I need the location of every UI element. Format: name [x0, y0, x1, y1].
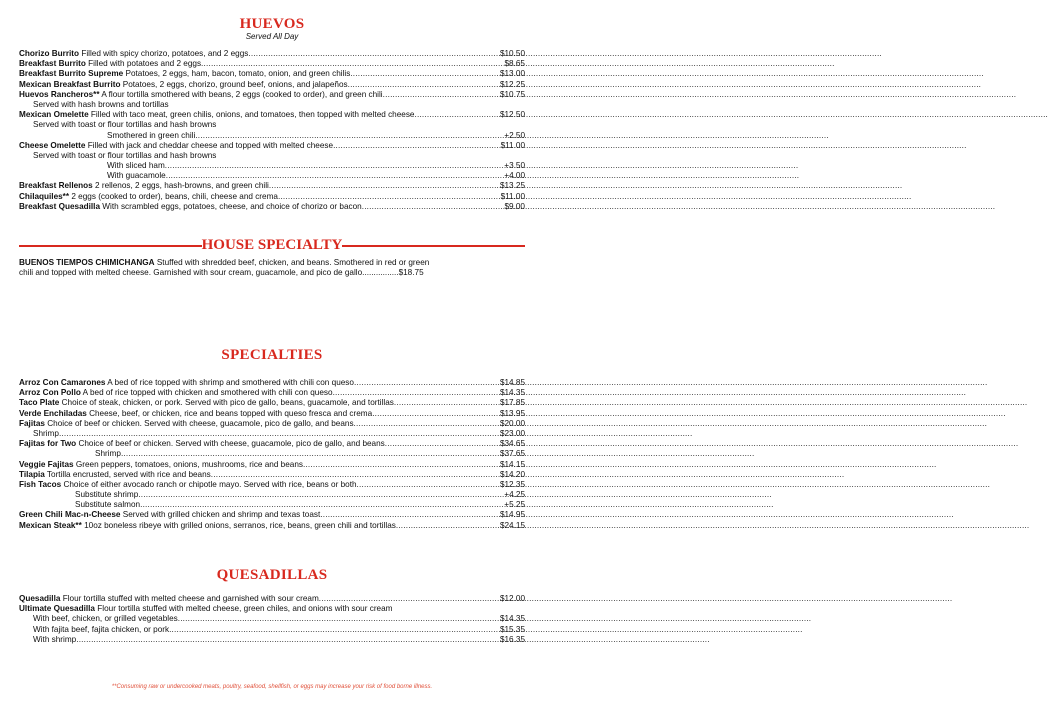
menu-item-row: [19, 151, 525, 161]
menu-item-row: [19, 80, 525, 90]
item-price: $24.15: [499, 520, 525, 530]
item-text: [19, 460, 303, 470]
item-name: Arroz Con Pollo: [19, 388, 81, 398]
item-text: [19, 49, 248, 59]
quesadillas-list: [19, 594, 525, 645]
dot-leader: [121, 449, 500, 459]
dot-leader: [303, 460, 500, 470]
dot-leader: [278, 192, 501, 202]
item-price: $13.25: [499, 181, 525, 191]
section-subtitle-huevos: Served All Day: [245, 32, 299, 41]
item-price: $17.85: [499, 398, 525, 408]
item-price: $10.50: [499, 49, 525, 58]
menu-item-row: [19, 202, 525, 212]
menu-item-row: [19, 181, 525, 191]
item-price: $18.75: [398, 268, 424, 278]
item-text: [19, 110, 415, 120]
dot-leader: [166, 171, 505, 181]
item-description: chili and topped with melted cheese. Garnished with sour cream, guacamole, and pico de gallo: [19, 268, 363, 278]
menu-item-row: [19, 490, 525, 500]
menu-item-row: [19, 131, 525, 141]
menu-item-row: [19, 90, 525, 100]
item-description: Cheese, beef, or chicken, rice and beans topped with queso fresca and crema: [86, 408, 373, 418]
menu-item-row: [19, 110, 525, 120]
item-text: [19, 388, 333, 398]
menu-item-row: [19, 429, 525, 439]
item-description: A bed of rice topped with shrimp and smothered with chili con queso: [105, 378, 354, 387]
item-text: [19, 69, 350, 79]
item-price: $16.35: [499, 634, 525, 644]
menu-item-row: [19, 141, 525, 151]
item-name: Verde Enchiladas: [19, 408, 87, 418]
item-text: [19, 378, 354, 388]
menu-item-row: [19, 521, 525, 531]
item-description: Tortilla encrusted, served with rice and beans: [44, 469, 211, 479]
item-name: Breakfast Burrito: [19, 59, 86, 69]
dot-leader: [165, 161, 504, 171]
item-description: 2 eggs (cooked to order), beans, chili, cheese and crema: [69, 191, 278, 201]
item-text: [19, 409, 372, 419]
menu-item-row: [19, 388, 525, 398]
item-price: $12.50: [499, 110, 525, 120]
menu-item-row: [19, 625, 525, 635]
dot-leader: [354, 378, 500, 388]
item-price: $12.35: [499, 479, 525, 489]
item-price: +5.25: [504, 500, 525, 510]
dot-leader: [178, 614, 500, 624]
item-text: [19, 439, 385, 449]
item-option: Smothered in green chili: [107, 130, 196, 140]
item-price: $12.25: [499, 79, 525, 89]
item-option: Substitute shrimp: [75, 490, 139, 500]
item-name: Veggie Fajitas: [19, 459, 74, 469]
item-description: Green peppers, tomatoes, onions, mushrooms, rice and beans: [73, 459, 303, 469]
item-name: Breakfast Burrito Supreme: [19, 69, 124, 79]
menu-item-row: [19, 500, 525, 510]
dot-leader: [195, 131, 504, 141]
item-text: [19, 470, 211, 480]
item-text: [19, 510, 320, 520]
section-title-specialties: SPECIALTIES: [221, 347, 323, 363]
menu-item-row: [19, 161, 525, 171]
menu-item-row: [19, 594, 525, 604]
item-text: [19, 480, 357, 490]
item-price: $14.95: [499, 510, 525, 520]
item-name: Mexican Steak**: [19, 520, 82, 530]
item-name: Green Chili Mac-n-Cheese: [19, 510, 121, 520]
item-option: With sliced ham: [107, 161, 165, 171]
menu-item-row: [19, 470, 525, 480]
menu-item-row: [19, 419, 525, 429]
item-price: $14.35: [499, 388, 525, 398]
dot-leader: [140, 500, 504, 510]
dot-leader: [333, 141, 501, 151]
menu-item-row: [19, 635, 525, 645]
item-price: $11.00: [500, 140, 525, 150]
menu-item-row: [19, 449, 525, 459]
dot-leader: [354, 419, 500, 429]
title-rule-left: [19, 245, 202, 247]
item-description: Filled with potatoes and 2 eggs: [85, 59, 202, 69]
item-price: +2.50: [504, 130, 525, 140]
menu-item-row: [19, 378, 525, 388]
menu-item-row: [19, 604, 525, 614]
menu-item-row: [19, 69, 525, 79]
item-name: Fajitas for Two: [19, 439, 77, 449]
item-option: Shrimp: [33, 428, 59, 438]
item-description: Choice of beef or chicken. Served with cheese, guacamole, pico de gallo, and beans: [44, 418, 354, 428]
item-name: Mexican Omelette: [19, 110, 89, 120]
item-name: Fish Tacos: [19, 479, 62, 489]
menu-item-row: [19, 480, 525, 490]
item-option: Substitute salmon: [75, 500, 141, 510]
item-description: 10oz boneless ribeye with grilled onions, serranos, rice, beans, green chili and tortillas: [81, 520, 396, 530]
item-price: $14.20: [499, 469, 525, 479]
item-price: $10.75: [499, 89, 525, 99]
item-description: Choice of steak, chicken, or pork. Served with pico de gallo, beans, guacamole, and tortillas: [59, 398, 394, 408]
section-title-house: HOUSE SPECIALTY: [201, 237, 343, 253]
dot-leader: [320, 510, 500, 520]
dot-leader: [248, 49, 500, 59]
item-price: $14.35: [499, 614, 525, 624]
item-description: 2 rellenos, 2 eggs, hash-browns, and green chili: [92, 181, 269, 191]
item-name: Tilapia: [19, 469, 45, 479]
item-description: A flour tortilla smothered with beans, 2 eggs (cooked to order), and green chili: [99, 89, 383, 99]
item-price: $12.00: [499, 594, 525, 603]
menu-item-row: [19, 614, 525, 624]
dot-leader: [415, 110, 500, 120]
item-option: With beef, chicken, or grilled vegetables: [33, 614, 178, 624]
item-option: With guacamole: [107, 171, 166, 181]
item-name: Fajitas: [19, 418, 45, 428]
item-option: Served with toast or flour tortillas and hash browns: [33, 150, 217, 160]
item-price: $9.00: [504, 201, 525, 211]
item-description: Potatoes, 2 eggs, ham, bacon, tomato, onion, and green chilis: [123, 69, 351, 79]
item-text: [19, 419, 354, 429]
item-name: Huevos Rancheros**: [19, 89, 100, 99]
dot-leader: [372, 409, 500, 419]
item-text: [19, 594, 319, 604]
item-price: $15.35: [499, 624, 525, 634]
item-price: +4.25: [504, 490, 525, 500]
item-option: Served with hash browns and tortillas: [33, 99, 169, 109]
item-name: Mexican Breakfast Burrito: [19, 79, 121, 89]
item-price: $37.65: [499, 449, 525, 459]
dot-leader: [211, 470, 500, 480]
item-text: [19, 398, 394, 408]
dot-leader: [319, 594, 500, 604]
item-price: $13.95: [499, 408, 525, 418]
dot-leader: [76, 635, 500, 645]
dot-leader: [269, 181, 500, 191]
item-name: Arroz Con Camarones: [19, 378, 106, 387]
menu-item-row: [19, 460, 525, 470]
item-price: $23.00: [499, 428, 525, 438]
item-name: Breakfast Rellenos: [19, 181, 93, 191]
item-price: $20.00: [499, 418, 525, 428]
dot-leader: [385, 439, 500, 449]
menu-item-row: [19, 510, 525, 520]
menu-item-row: [19, 171, 525, 181]
item-description: With scrambled eggs, potatoes, cheese, and choice of chorizo or bacon: [100, 201, 362, 211]
item-name: Cheese Omelette: [19, 140, 86, 150]
item-description: Choice of either avocado ranch or chipotle mayo. Served with rice, beans or both: [61, 479, 357, 489]
item-price: $14.85: [499, 378, 525, 387]
specialties-list: [19, 378, 525, 531]
house-specialty-item: [19, 258, 525, 279]
item-price: $14.15: [499, 459, 525, 469]
dot-leader: [348, 80, 500, 90]
item-description: Flour tortilla stuffed with melted cheese, green chiles, and onions with sour cream: [95, 604, 393, 614]
dot-leader: [333, 388, 500, 398]
item-price: $13.00: [499, 69, 525, 79]
item-description: Flour tortilla stuffed with melted cheese and garnished with sour cream: [60, 594, 319, 603]
title-rule-right: [342, 245, 525, 247]
item-text: [19, 80, 348, 90]
dot-leader: [383, 90, 500, 100]
item-description: Choice of beef or chicken. Served with cheese, guacamole, pico de gallo, and beans: [76, 439, 385, 449]
dot-leader: ................: [362, 268, 399, 278]
item-option: With shrimp: [33, 634, 77, 644]
item-description: Filled with jack and cheddar cheese and topped with melted cheese: [85, 140, 334, 150]
item-text: [19, 181, 269, 191]
footnote: **Consuming raw or undercooked meats, poultry, seafood, shellfish, or eggs may increase your risk of food borne illness.: [111, 684, 433, 690]
dot-leader: [350, 69, 500, 79]
item-price: $8.65: [504, 59, 525, 69]
menu-item-row: [19, 49, 525, 59]
menu-item-row: [19, 192, 525, 202]
menu-item-row: [19, 120, 525, 130]
item-description: Served with grilled chicken and shrimp and texas toast: [120, 510, 321, 520]
menu-item-row: [19, 100, 525, 110]
dot-leader: [357, 480, 500, 490]
item-price: +3.50: [504, 161, 525, 171]
dot-leader: [362, 202, 505, 212]
dot-leader: [169, 625, 500, 635]
menu-item-row: [19, 398, 525, 408]
item-option: Shrimp: [95, 449, 121, 459]
item-price: $34.65: [499, 439, 525, 449]
item-text: [19, 90, 383, 100]
menu-item-row: [19, 439, 525, 449]
item-description: Filled with taco meat, green chilis, onions, and tomatoes, then topped with melted cheese: [88, 110, 415, 120]
item-name: Ultimate Quesadilla: [19, 604, 95, 614]
menu-item-row: [19, 409, 525, 419]
item-text: [19, 192, 278, 202]
dot-leader: [138, 490, 504, 500]
item-description: A bed of rice topped with chicken and smothered with chili con queso: [80, 388, 333, 398]
item-name: BUENOS TIEMPOS CHIMICHANGA: [19, 258, 155, 267]
item-description: Potatoes, 2 eggs, chorizo, ground beef, onions, and jalapeños: [120, 79, 348, 89]
item-name: Chilaquiles**: [19, 191, 70, 201]
item-price: $11.00: [500, 191, 525, 201]
menu-item-row: [19, 59, 525, 69]
item-text: [19, 59, 201, 69]
item-price: +4.00: [504, 171, 525, 181]
item-description: Stuffed with shredded beef, chicken, and beans. Smothered in red or green: [154, 258, 430, 267]
dot-leader: [201, 59, 504, 69]
item-text: [19, 202, 362, 212]
huevos-list: [19, 49, 525, 212]
item-name: Breakfast Quesadilla: [19, 201, 101, 211]
dot-leader: [394, 398, 500, 408]
item-text: [19, 141, 333, 151]
item-text: [19, 604, 392, 614]
dot-leader: [396, 521, 500, 531]
item-option: Served with toast or flour tortillas and hash browns: [33, 120, 217, 130]
dot-leader: [59, 429, 500, 439]
section-title-quesadillas: QUESADILLAS: [216, 567, 328, 583]
section-title-huevos: HUEVOS: [239, 16, 305, 32]
house-specialty-header: [19, 237, 525, 254]
item-name: Taco Plate: [19, 398, 60, 408]
item-description: Filled with spicy chorizo, potatoes, and 2 eggs: [79, 49, 249, 58]
item-name: Chorizo Burrito: [19, 49, 80, 58]
item-option: With fajita beef, fajita chicken, or pork: [33, 624, 170, 634]
item-name: Quesadilla: [19, 594, 61, 603]
item-text: [19, 521, 396, 531]
